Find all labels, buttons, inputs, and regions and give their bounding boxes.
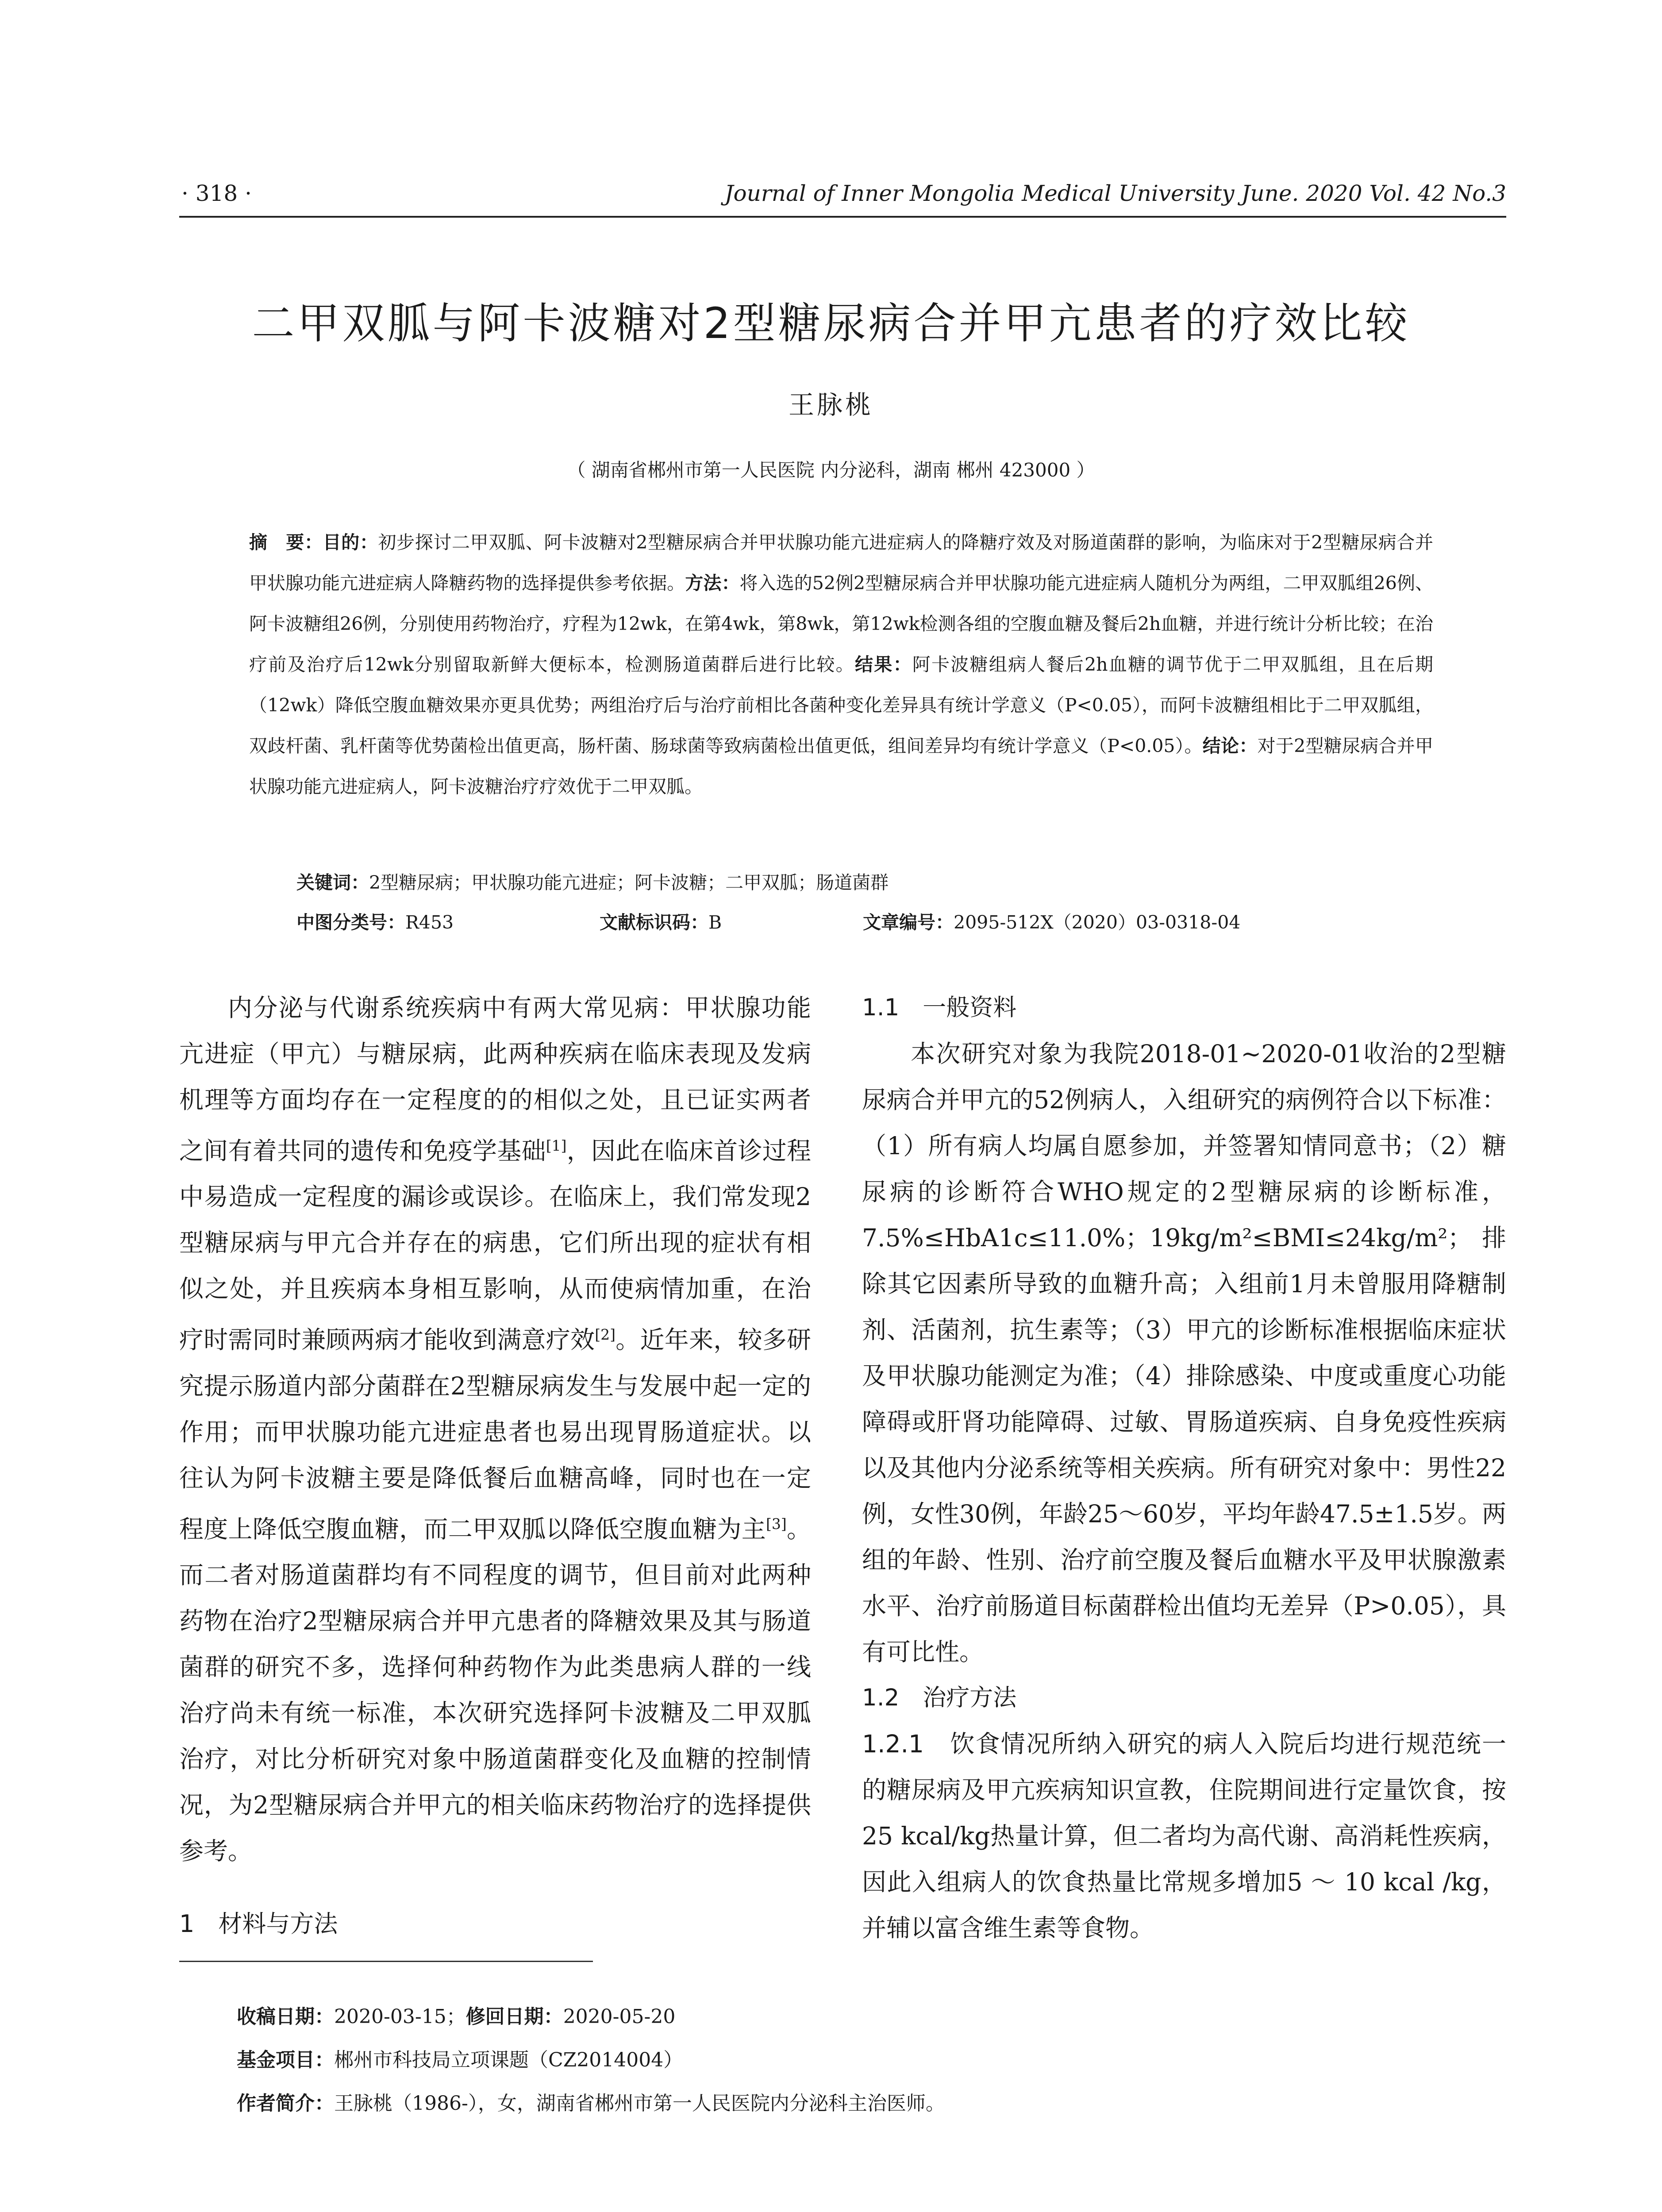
received-date: 2020-03-15； bbox=[334, 2005, 466, 2028]
section-heading-1-2-1: 1.2.1 bbox=[862, 1730, 924, 1758]
revised-date: 2020-05-20 bbox=[563, 2005, 676, 2028]
intro-text-b: ，因此在临床首诊过程中易造成一定程度的漏诊或误诊。在临床上，我们常发现2型糖尿病与甲亢合并存在的病患，它们所出现的症状有相似之处，并且疾病本身相互影响，从而使病情加重，在治疗时需同时兼顾两病才能收到满意疗效 bbox=[179, 1137, 811, 1354]
author-bio-text: 王脉桃（1986-），女，湖南省郴州市第一人民医院内分泌科主治医师。 bbox=[334, 2092, 945, 2115]
right-column bbox=[862, 985, 1506, 1951]
author-name: 王脉桃 bbox=[788, 390, 873, 420]
doc-label: 文献标识码： bbox=[600, 912, 708, 933]
document-code bbox=[600, 908, 722, 934]
objective-label: 目的： bbox=[323, 532, 378, 553]
left-column bbox=[179, 985, 811, 1874]
header-rule bbox=[179, 216, 1506, 218]
intro-text-d: 。而二者对肠道菌群均有不同程度的调节，但目前对此两种药物在治疗2型糖尿病合并甲亢患者的降糖效果及其与肠道菌群的研究不多，选择何种药物作为此类患病人群的一线治疗尚未有统一标准，本次研究选择阿卡波糖及二甲双胍治疗，对比分析研究对象中肠道菌群变化及血糖的控制情况，为2型糖尿病合并甲亢的相关临床药物治疗的选择提供参考。 bbox=[179, 1514, 811, 1865]
general-paragraph: 本次研究对象为我院2018-01~2020-01收治的2型糖尿病合并甲亢的52例病人，入组研究的病例符合以下标准：（1）所有病人均属自愿参加，并签署知情同意书；（2）糖尿病的诊断符合WHO规定的2型糖尿病的诊断标准，7.5%≤HbA1c≤11.0%；19kg/m²≤BMI≤24kg/m²；排除其它因素所导致的血糖升高；入组前1月未曾服用降糖制剂、活菌剂，抗生素等；（3）甲亢的诊断标准根据临床症状及甲状腺功能测定为准；（4）排除感染、中度或重度心功能障碍或肝肾功能障碍、过敏、胃肠道疾病、自身免疫性疾病以及其他内分泌系统等相关疾病。所有研究对象中：男性22例，女性30例，年龄25～60岁，平均年龄47.5±1.5岁。两组的年龄、性别、治疗前空腹及餐后血糖水平及甲状腺激素水平、治疗前肠道目标菌群检出值均无差异（P>0.05），具有可比性。 bbox=[862, 1040, 1506, 1666]
received-label: 收稿日期： bbox=[237, 2005, 334, 2028]
clc-value: R453 bbox=[405, 912, 454, 933]
abstract-results: 阿卡波糖组病人餐后2h血糖的调节优于二甲双胍组，且在后期（12wk）降低空腹血糖效果亦更具优势；两组治疗后与治疗前相比各菌种变化差异具有统计学意义（P<0.05），而阿卡波糖组相比于二甲双胍组，双歧杆菌、乳杆菌等优势菌检出值更高，肠杆菌、肠球菌等致病菌检出值更低，组间差异均有统计学意义（P<0.05）。 bbox=[249, 654, 1434, 757]
section-heading-1-1: 1.1 一般资料 bbox=[862, 994, 1017, 1021]
revised-label: 修回日期： bbox=[466, 2005, 563, 2028]
footnote-rule bbox=[179, 1961, 593, 1962]
received-line bbox=[237, 1995, 945, 2039]
keywords-label: 关键词： bbox=[296, 872, 369, 893]
section-heading-1: 1 材料与方法 bbox=[179, 1910, 338, 1938]
citation-2: [2] bbox=[595, 1326, 616, 1344]
diet-paragraph bbox=[862, 1721, 1506, 1951]
abstract-objective: 初步探讨二甲双胍、阿卡波糖对2型糖尿病合并甲状腺功能亢进症病人的降糖疗效及对肠道菌群的影响，为临床对于2型糖尿病合并甲状腺功能亢进症病人降糖药物的选择提供参考依据。 bbox=[249, 532, 1434, 594]
abstract-methods: 将入选的52例2型糖尿病合并甲状腺功能亢进症病人随机分为两组，二甲双胍组26例、阿卡波糖组26例，分别使用药物治疗，疗程为12wk，在第4wk，第8wk，第12wk检测各组的空腹血糖及餐后2h血糖，并进行统计分析比较；在治疗前及治疗后12wk分别留取新鲜大便标本，检测肠道菌群后进行比较。 bbox=[249, 572, 1433, 675]
article-title: 二甲双胍与阿卡波糖对2型糖尿病合并甲亢患者的疗效比较 bbox=[252, 299, 1410, 348]
conclusion-label: 结论： bbox=[1202, 735, 1258, 757]
citation-1: [1] bbox=[546, 1137, 567, 1154]
clc-label: 中图分类号： bbox=[296, 912, 405, 933]
footnotes bbox=[237, 1995, 945, 2125]
fund-line bbox=[237, 2039, 945, 2082]
author-bio-line bbox=[237, 2082, 945, 2125]
article-label: 文章编号： bbox=[863, 912, 954, 933]
fund-label: 基金项目： bbox=[237, 2049, 334, 2071]
article-value: 2095-512X（2020）03-0318-04 bbox=[954, 912, 1241, 933]
citation-3: [3] bbox=[766, 1515, 787, 1532]
abstract bbox=[249, 522, 1433, 807]
abstract-label: 摘 要： bbox=[249, 532, 323, 553]
methods-label: 方法： bbox=[685, 572, 740, 594]
author-bio-label: 作者简介： bbox=[237, 2092, 334, 2115]
intro-paragraph bbox=[179, 985, 811, 1874]
journal-header: Journal of Inner Mongolia Medical University June. 2020 Vol. 42 No.3 bbox=[724, 180, 1506, 206]
diet-text: 饮食情况所纳入研究的病人入院后均进行规范统一的糖尿病及甲亢疾病知识宣教，住院期间进行定量饮食，按25 kcal/kg热量计算，但二者均为高代谢、高消耗性疾病，因此入组病人的饮食热量比常规多增加5 ～ 10 kcal /kg，并辅以富含维生素等食物。 bbox=[862, 1730, 1506, 1942]
author-affiliation: （ 湖南省郴州市第一人民医院 内分泌科，湖南 郴州 423000 ） bbox=[567, 459, 1095, 481]
keywords-text: 2型糖尿病；甲状腺功能亢进症；阿卡波糖；二甲双胍；肠道菌群 bbox=[369, 872, 889, 893]
clc-code bbox=[296, 908, 454, 934]
article-number bbox=[863, 908, 1240, 934]
page-number: · 318 · bbox=[181, 180, 252, 206]
intro-text-c: 。近年来，较多研究提示肠道内部分菌群在2型糖尿病发生与发展中起一定的作用；而甲状腺功能亢进症患者也易出现胃肠道症状。以往认为阿卡波糖主要是降低餐后血糖高峰，同时也在一定程度上降低空腹血糖，而二甲双胍以降低空腹血糖为主 bbox=[179, 1325, 811, 1543]
keywords bbox=[296, 868, 889, 894]
intro-text-a: 内分泌与代谢系统疾病中有两大常见病：甲状腺功能亢进症（甲亢）与糖尿病，此两种疾病在临床表现及发病机理等方面均存在一定程度的的相似之处，且已证实两者之间有着共同的遗传和免疫学基础 bbox=[179, 994, 811, 1165]
fund-text: 郴州市科技局立项课题（CZ2014004） bbox=[334, 2049, 683, 2071]
doc-value: B bbox=[708, 912, 722, 933]
results-label: 结果： bbox=[854, 654, 912, 675]
abstract-conclusion: 对于2型糖尿病合并甲状腺功能亢进症病人，阿卡波糖治疗疗效优于二甲双胍。 bbox=[249, 735, 1434, 797]
section-heading-1-2: 1.2 治疗方法 bbox=[862, 1684, 1017, 1711]
